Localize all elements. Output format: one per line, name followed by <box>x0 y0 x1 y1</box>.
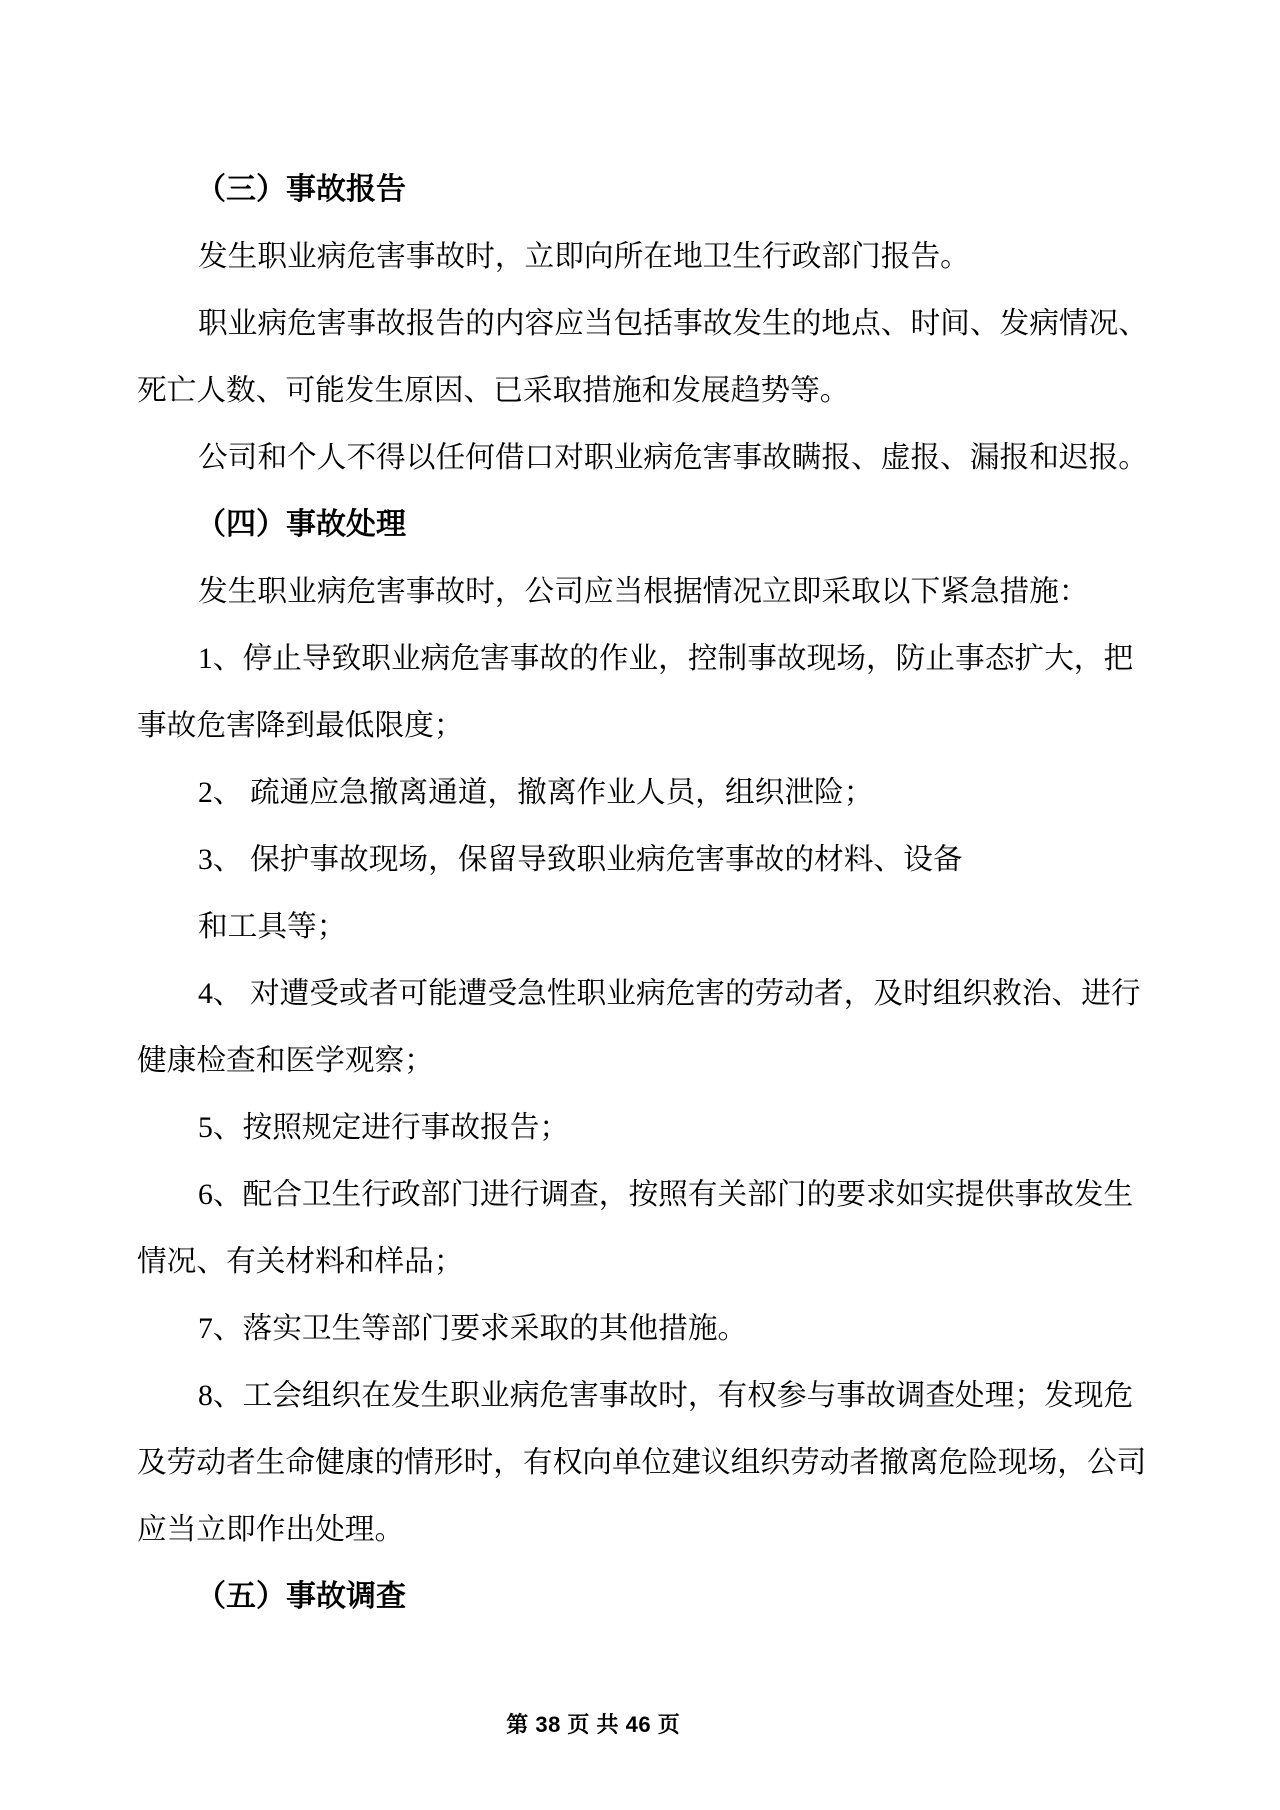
document-line: 公司和个人不得以任何借口对职业病危害事故瞒报、虚报、漏报和迟报。 <box>198 442 1148 474</box>
document-line: 应当立即作出处理。 <box>137 1514 405 1546</box>
document-body <box>137 172 1153 1646</box>
document-line: 死亡人数、可能发生原因、已采取措施和发展趋势等。 <box>137 375 850 407</box>
section-heading: （五）事故调查 <box>196 1580 406 1613</box>
document-line: 3、 保护事故现场，保留导致职业病危害事故的材料、设备 <box>198 844 963 876</box>
document-line: 和工具等； <box>198 911 347 943</box>
document-line: 职业病危害事故报告的内容应当包括事故发生的地点、时间、发病情况、 <box>198 308 1148 340</box>
document-line: 健康检查和医学观察； <box>137 1045 434 1077</box>
document-line: 6、配合卫生行政部门进行调查，按照有关部门的要求如实提供事故发生 <box>198 1179 1134 1211</box>
document-line: 7、落实卫生等部门要求采取的其他措施。 <box>198 1313 748 1345</box>
document-line: 8、工会组织在发生职业病危害事故时，有权参与事故调查处理；发现危 <box>198 1380 1134 1412</box>
section-heading: （四）事故处理 <box>196 508 406 541</box>
document-line: 2、 疏通应急撤离通道，撤离作业人员，组织泄险； <box>198 777 874 809</box>
document-line: 4、 对遭受或者可能遭受急性职业病危害的劳动者，及时组织救治、进行 <box>198 978 1141 1010</box>
document-line: 发生职业病危害事故时，公司应当根据情况立即采取以下紧急措施： <box>198 576 1089 608</box>
document-line: 1、停止导致职业病危害事故的作业，控制事故现场，防止事态扩大，把 <box>198 643 1134 675</box>
section-heading: （三）事故报告 <box>196 173 406 206</box>
document-line: 5、按照规定进行事故报告； <box>198 1112 570 1144</box>
page-footer <box>480 1682 680 1765</box>
document-line: 发生职业病危害事故时，立即向所在地卫生行政部门报告。 <box>198 241 970 273</box>
page-number-label: 第 38 页 共 46 页 <box>506 1712 681 1737</box>
document-line: 及劳动者生命健康的情形时，有权向单位建议组织劳动者撤离危险现场，公司 <box>137 1447 1147 1479</box>
document-line: 事故危害降到最低限度； <box>137 710 464 742</box>
document-line: 情况、有关材料和样品； <box>137 1246 464 1278</box>
